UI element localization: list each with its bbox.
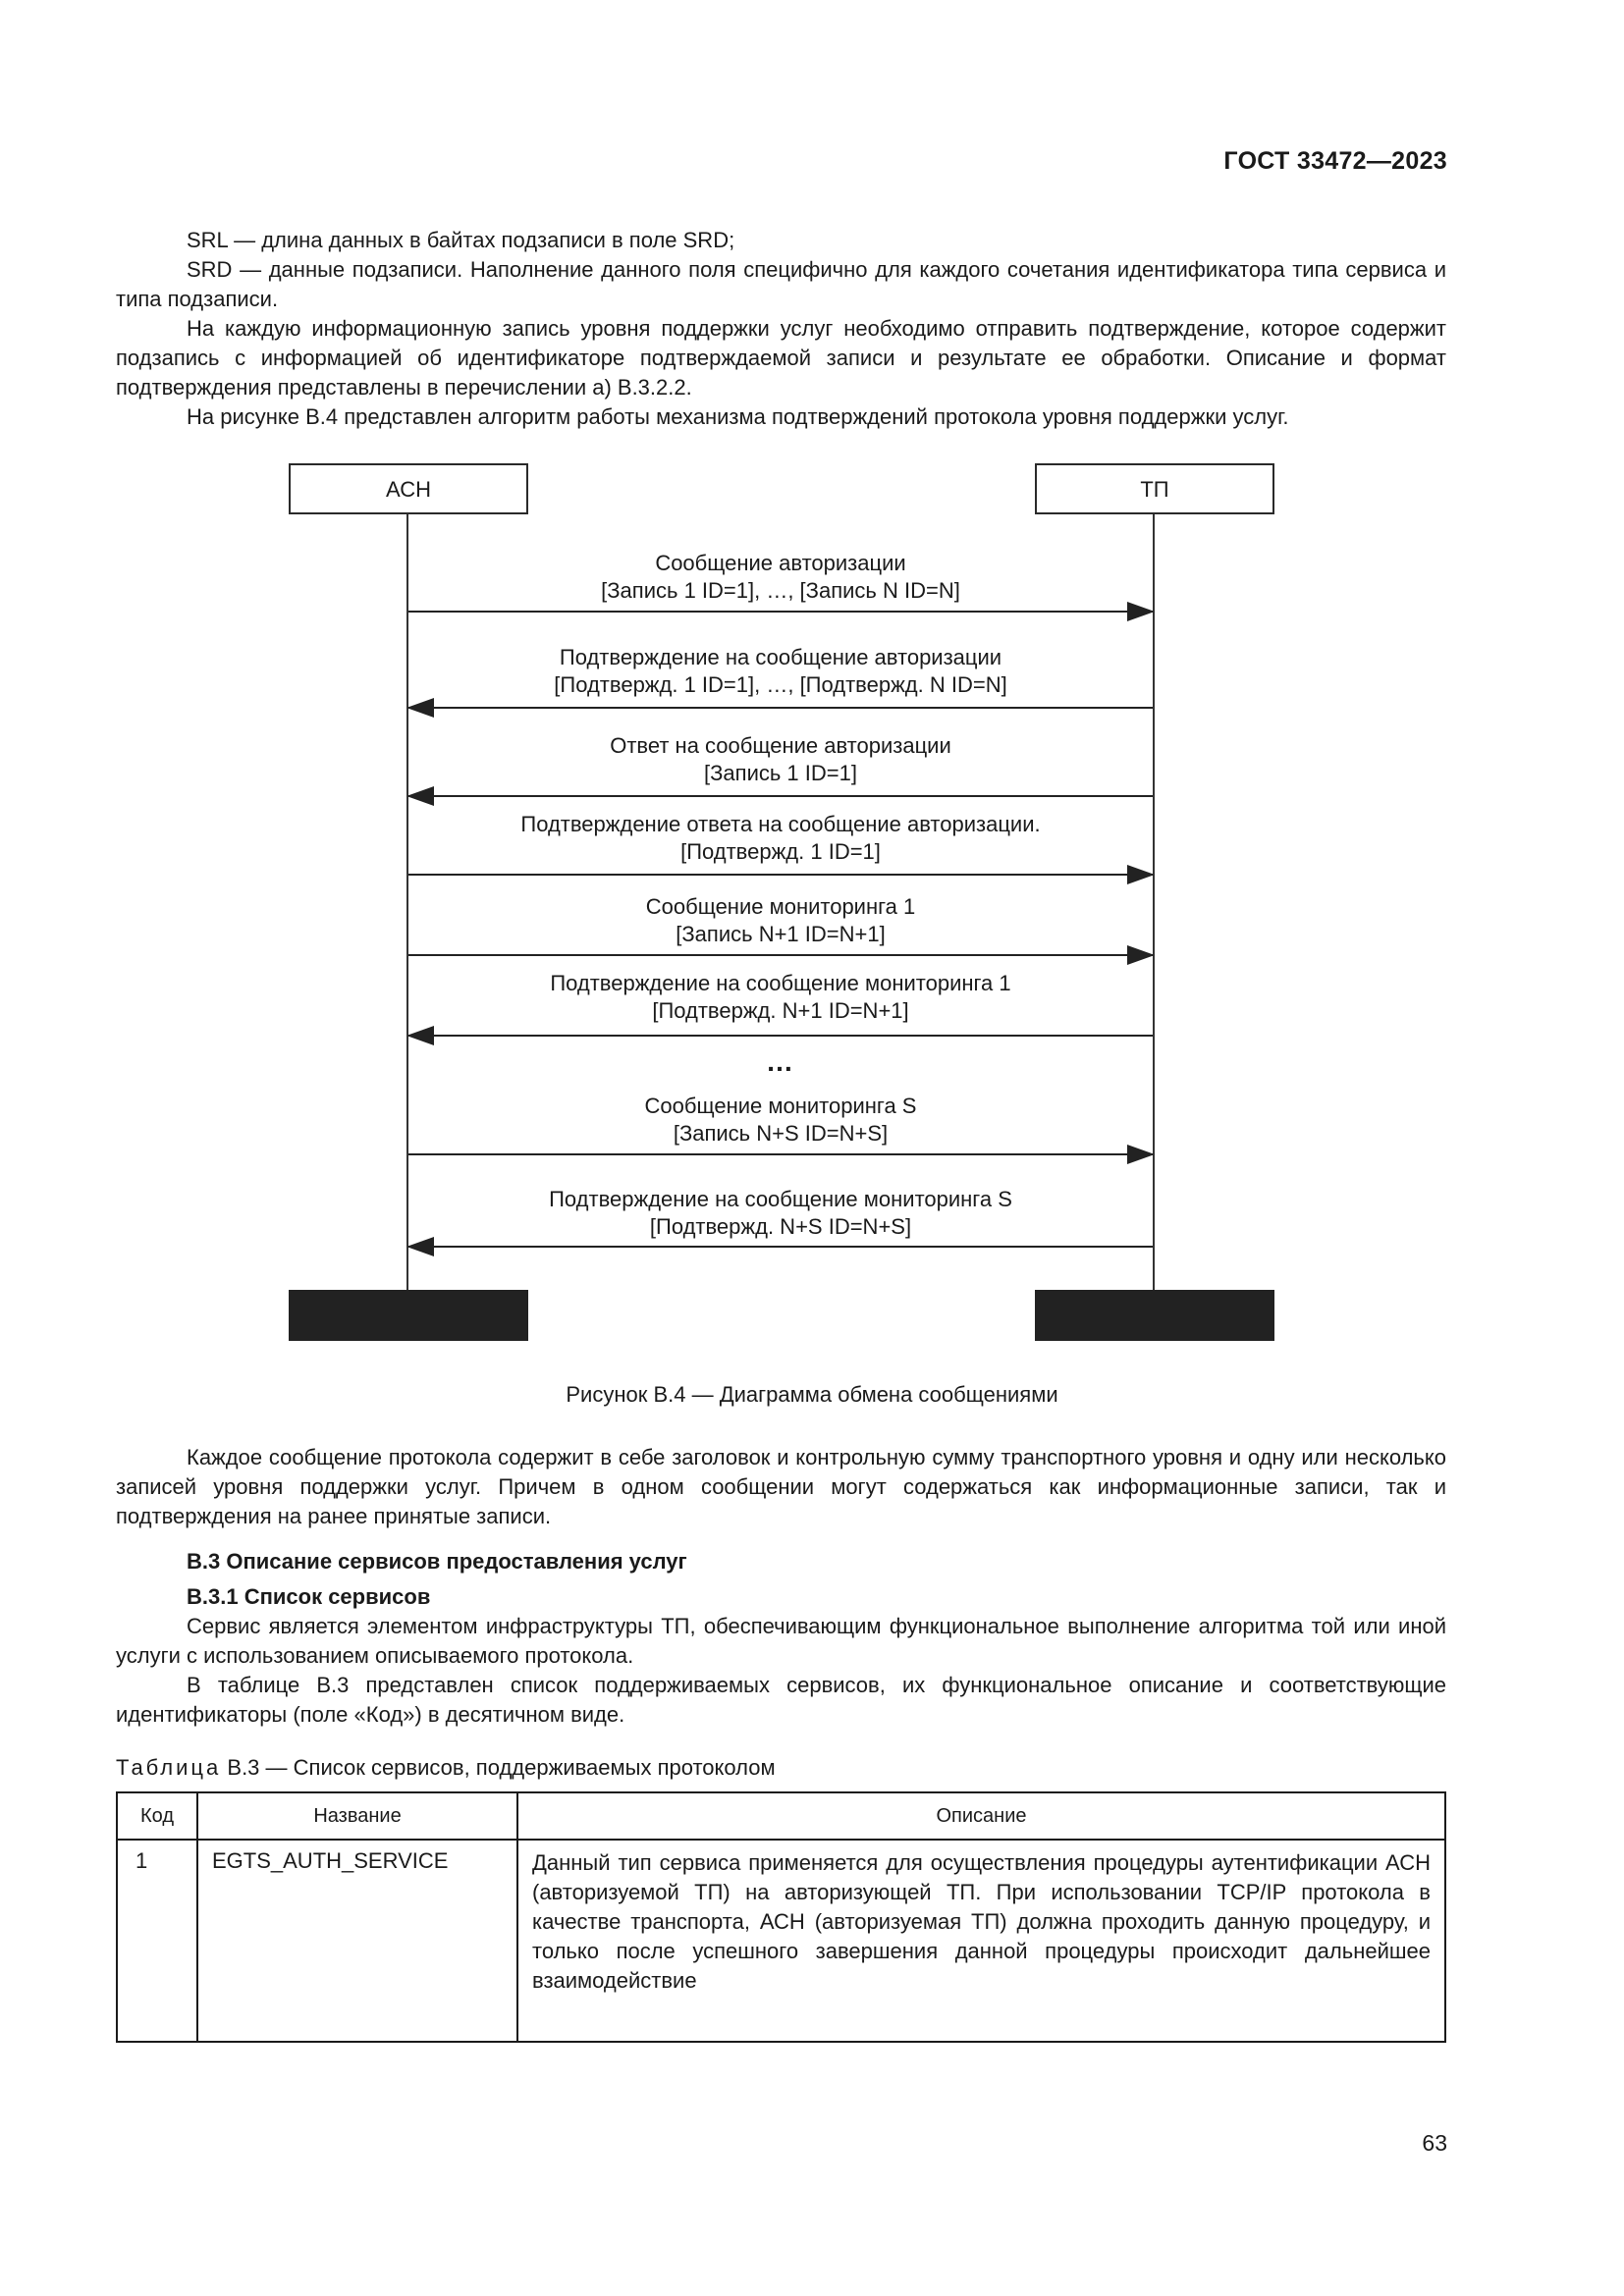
paragraph-table-ref: В таблице В.3 представлен список поддерживаемых сервисов, их функциональное описание и соответствующие идентификаторы (поле «Код») в десятичном виде. [116,1673,1446,1727]
message-line1: Сообщение авторизации [655,551,906,575]
table-caption-word: Таблица [116,1755,222,1780]
paragraph-confirmation: На каждую информационную запись уровня поддержки услуг необходимо отправить подтверждение, которое содержит подзапись с информацией об идентификаторе подтверждаемой записи и результате ее обработки. Описание и формат подтверждения представлены в перечислении а) В.3.2.2. [116,316,1446,400]
message-line1: Подтверждение на сообщение мониторинга 1 [550,971,1011,995]
cell-name: EGTS_AUTH_SERVICE [197,1840,517,2042]
message-line2: [Подтвержд. N+1 ID=N+1] [652,998,909,1023]
message-line1: Подтверждение на сообщение мониторинга S [549,1187,1012,1211]
message-label [442,893,1119,948]
actor-box-left [289,463,528,514]
sequence-diagram [285,459,1276,1345]
section-title-b31: В.3.1 Список сервисов [187,1584,431,1609]
table-header-row [117,1792,1445,1840]
message-label [442,732,1119,787]
figure-caption: Рисунок В.4 — Диаграмма обмена сообщениями [566,1382,1058,1407]
actor-label-left: АСН [386,477,431,502]
actor-label-right: ТП [1140,477,1169,502]
actor-box-right [1035,463,1274,514]
message-line2: [Подтвержд. N+S ID=N+S] [649,1214,912,1239]
message-label [442,1186,1119,1241]
lifeline-end-right [1035,1290,1274,1341]
paragraph-srl: SRL — длина данных в байтах подзаписи в поле SRD; [187,228,735,252]
message-label [442,644,1119,699]
header-name: Название [197,1792,517,1840]
ellipsis: … [766,1046,795,1077]
message-line2: [Запись 1 ID=1], …, [Запись N ID=N] [601,578,960,603]
paragraph-service-def: Сервис является элементом инфраструктуры ТП, обеспечивающим функциональное выполнение алгоритма той или иной услуги с использованием описываемого протокола. [116,1614,1446,1668]
message-line1: Ответ на сообщение авторизации [610,733,951,758]
message-label [442,550,1119,605]
lifeline-end-left [289,1290,528,1341]
services-table [116,1791,1446,2043]
section-title-b3: В.3 Описание сервисов предоставления услуг [187,1549,687,1574]
table-row [117,1840,1445,2042]
header-code: Код [117,1792,197,1840]
message-line2: [Запись 1 ID=1] [704,761,857,785]
message-line1: Сообщение мониторинга S [644,1094,917,1118]
message-label [442,1093,1119,1148]
paragraph-srd: SRD — данные подзаписи. Наполнение данного поля специфично для каждого сочетания идентификатора типа сервиса и типа подзаписи. [116,257,1446,311]
message-line2: [Подтвержд. 1 ID=1], …, [Подтвержд. N ID=N] [554,672,1007,697]
paragraph-figure-ref: На рисунке В.4 представлен алгоритм работы механизма подтверждений протокола уровня поддержки услуг. [187,404,1289,429]
message-line2: [Запись N+1 ID=N+1] [676,922,886,946]
message-label [442,811,1119,866]
message-label [442,970,1119,1025]
message-line1: Подтверждение на сообщение авторизации [559,645,1002,669]
message-line2: [Подтвержд. 1 ID=1] [680,839,881,864]
table-caption-text: В.3 — Список сервисов, поддерживаемых протоколом [227,1755,776,1780]
cell-description: Данный тип сервиса применяется для осуществления процедуры аутентификации АСН (авторизуемой ТП) на авторизующей ТП. При использовании TCP/IP протокола в качестве транспорта, АСН (авторизуемая ТП) должна проходить данную процедуру, и только после успешного завершения данной процедуры происходит дальнейшее взаимодействие [517,1840,1445,2042]
paragraph-message-structure: Каждое сообщение протокола содержит в себе заголовок и контрольную сумму транспортного уровня и одну или несколько записей уровня поддержки услуг. Причем в одном сообщении могут содержаться как информационные записи, так и подтверждения на ранее принятые записи. [116,1445,1446,1528]
message-line2: [Запись N+S ID=N+S] [673,1121,889,1146]
cell-code: 1 [117,1840,197,2042]
message-line1: Сообщение мониторинга 1 [645,894,916,919]
table-caption [116,1755,776,1781]
header-description: Описание [517,1792,1445,1840]
message-line1: Подтверждение ответа на сообщение авторизации. [520,812,1041,836]
document-id: ГОСТ 33472—2023 [1223,147,1447,175]
page-number: 63 [1422,2130,1447,2156]
